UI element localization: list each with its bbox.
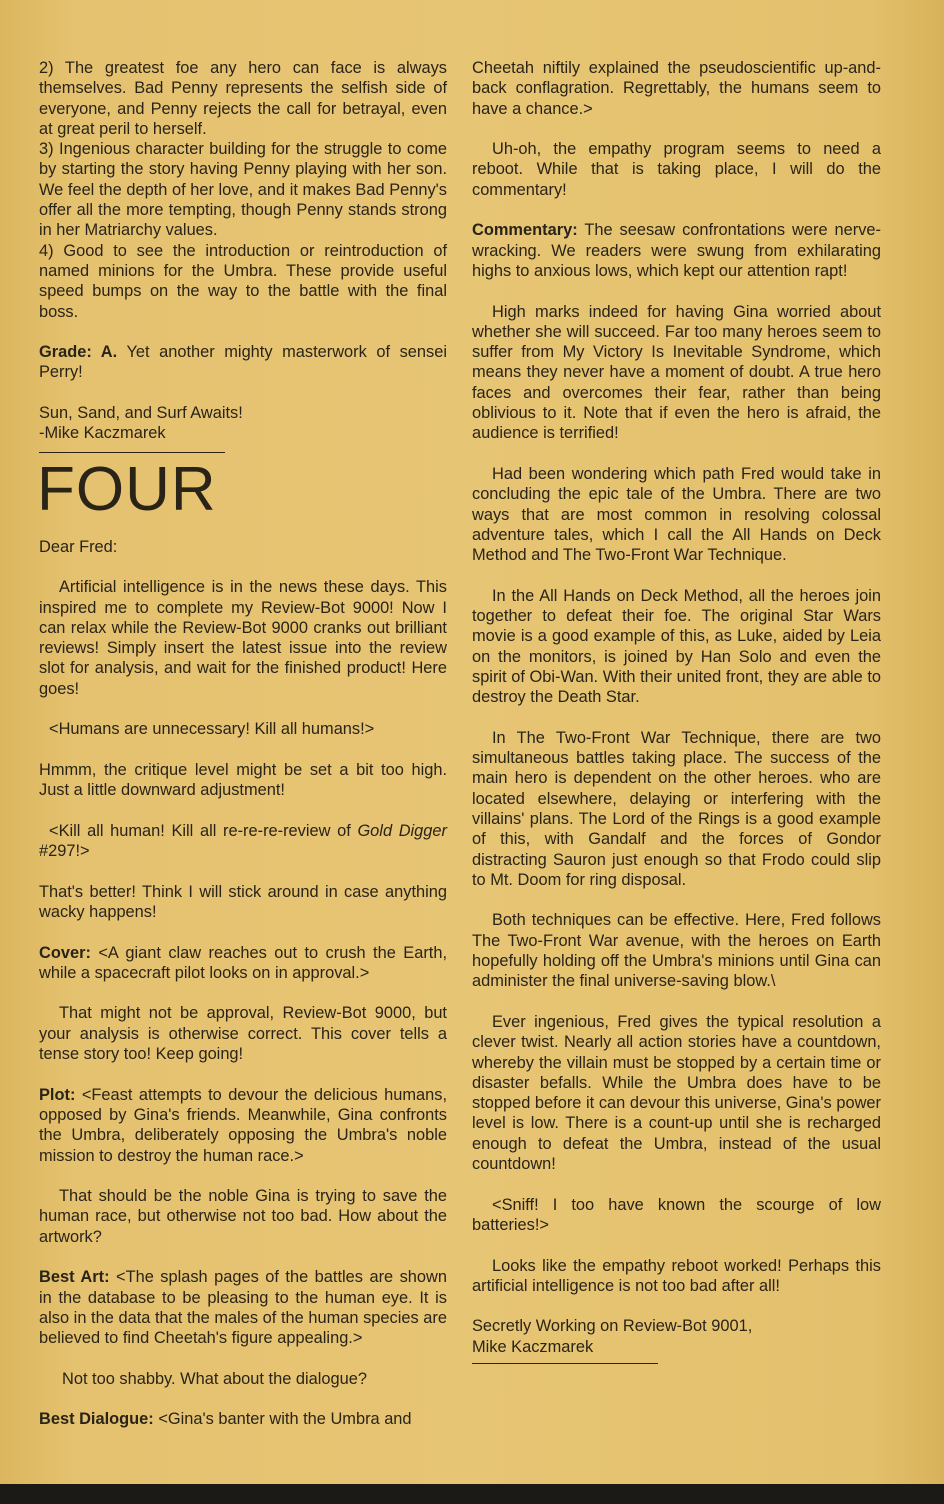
art-paragraph xyxy=(39,1267,447,1348)
high-marks-paragraph: High marks indeed for having Gina worried about whether she will succeed. Far too many heroes seem to suffer from My Victory Is Inevitable Syndrome, which means they never have a moment of doubt. A true hero faces and overcomes their fear, rather than being oblivious to it. Note that if even the hero is afraid, the audience is terrified! xyxy=(472,302,881,443)
all-hands-paragraph: In the All Hands on Deck Method, all the heroes join together to defeat their foe. The original Star Wars movie is a good example of this, as Luke, aided by Leia on the monitors, is joined by Han Solo and even the spirit of Obi-Wan. With their united front, they are able to destroy the Death Star. xyxy=(472,586,881,707)
plot-text: <Feast attempts to devour the delicious humans, opposed by Gina's friends. Meanwhile, Gina confronts the Umbra, deliberately opposing the Umbra's noble mission to destroy the human race.> xyxy=(39,1085,447,1165)
path-paragraph: Had been wondering which path Fred would take in concluding the epic tale of the Umbra. There are two ways that are most common in resolving colossal adventure tales, which I call the All Hands on Deck Method and The Two-Front War Technique. xyxy=(472,464,881,565)
reboot-paragraph: Looks like the empathy reboot worked! Perhaps this artificial intelligence is not too bad after all! xyxy=(472,1256,881,1295)
better-paragraph: That's better! Think I will stick around in case anything wacky happens! xyxy=(39,882,447,921)
plot-label: Plot: xyxy=(39,1085,76,1104)
comic-title: Gold Digger xyxy=(357,821,447,840)
cover-label: Cover: xyxy=(39,943,91,962)
bot-output-2 xyxy=(39,821,447,862)
plot-response: That should be the noble Gina is trying to save the human race, but otherwise not too bad. How about the artwork? xyxy=(39,1187,447,1246)
left-column xyxy=(39,58,447,1450)
grade-label: Grade: A. xyxy=(39,343,118,362)
paragraph-point-3: 3) Ingenious character building for the struggle to come by starting the story having Penny playing with her son. We feel the depth of her love, and it makes Bad Penny's offer all the more tempting, though Penny stands strong in her Matriarchy values. xyxy=(39,140,447,240)
art-label: Best Art: xyxy=(39,1268,110,1287)
commentary-text: The seesaw confrontations were nerve-wracking. We readers were swung from exhilarating highs to anxious lows, which kept our attention rapt! xyxy=(472,221,881,280)
closing-line-1: Secretly Working on Review-Bot 9001, xyxy=(472,1317,753,1336)
closing-line-2: Mike Kaczmarek xyxy=(472,1337,594,1356)
two-front-paragraph: In The Two-Front War Technique, there are two simultaneous battles taking place. The success of the main hero is dependent on the other heroes. who are located elsewhere, delaying or interfering with the villains' plans. The Lord of the Rings is a good example of this, with Gandalf and the forces of Gondor distracting Sauron just enough so that Frodo could slip to Mt. Doom for ring disposal. xyxy=(472,728,881,889)
art-text: <The splash pages of the battles are shown in the database to be pleasing to the human eye. It is also in the data that the males of the human species are believed to find Cheetah's figure appealing.> xyxy=(39,1268,447,1348)
cover-text: <A giant claw reaches out to crush the Earth, while a spacecraft pilot looks on in approval.> xyxy=(39,943,447,982)
art-response: Not too shabby. What about the dialogue? xyxy=(62,1369,367,1388)
section-title: FOUR xyxy=(37,454,217,524)
twist-paragraph: Ever ingenious, Fred gives the typical resolution a clever twist. Nearly all action stories have a countdown, whereby the villain must be stopped by a certain time or disaster befalls. While the Umbra does have to be stopped before it can devour this universe, Gina's power level is low. There is a count-up until she is recharged enough to defeat the Umbra, instead of the usual countdown! xyxy=(472,1012,881,1174)
grade-paragraph xyxy=(39,342,447,383)
dialogue-text: <Gina's banter with the Umbra and xyxy=(153,1410,412,1429)
greeting: Dear Fred: xyxy=(39,537,118,556)
bot-output-1: <Humans are unnecessary! Kill all humans!> xyxy=(49,720,375,739)
intro-paragraph: Artificial intelligence is in the news these days. This inspired me to complete my Review-Bot 9000! Now I can relax while the Review-Bot 9000 cranks out brilliant reviews! Simply insert the latest issue into the review slot for analysis, and wait for the finished product! Here goes! xyxy=(39,578,447,698)
commentary-paragraph xyxy=(472,220,881,281)
dialogue-continuation: Cheetah niftily explained the pseudoscientific up-and-back conflagration. Regrettably, the humans seem to have a chance.> xyxy=(472,59,881,118)
paragraph-point-4: 4) Good to see the introduction or reintroduction of named minions for the Umbra. These provide useful speed bumps on the way to the battle with the final boss. xyxy=(39,241,447,321)
page-bottom-edge xyxy=(0,1484,944,1504)
cover-paragraph xyxy=(39,943,447,984)
signoff-line-1: Sun, Sand, and Surf Awaits! xyxy=(39,404,243,423)
grade-text: Yet another mighty masterwork of sensei Perry! xyxy=(39,343,447,382)
section-divider xyxy=(39,452,225,453)
dialogue-paragraph xyxy=(39,1409,447,1429)
commentary-label: Commentary: xyxy=(472,221,578,240)
plot-paragraph xyxy=(39,1085,447,1166)
bot-output-2-a: <Kill all human! Kill all re-re-re-review of xyxy=(49,821,358,840)
dialogue-label: Best Dialogue: xyxy=(39,1410,154,1429)
cover-response: That might not be approval, Review-Bot 9000, but your analysis is otherwise correct. This cover tells a tense story too! Keep going! xyxy=(39,1004,447,1064)
paragraph-point-2: 2) The greatest foe any hero can face is always themselves. Bad Penny represents the selfish side of everyone, and Penny rejects the call for betrayal, even at great peril to herself. xyxy=(39,59,447,138)
adjustment-paragraph: Hmmm, the critique level might be set a bit too high. Just a little downward adjustment! xyxy=(39,760,447,800)
bot-output-2-b: #297!> xyxy=(39,842,90,861)
empathy-paragraph: Uh-oh, the empathy program seems to need a reboot. While that is taking place, I will do the commentary! xyxy=(472,140,881,199)
techniques-paragraph: Both techniques can be effective. Here, Fred follows The Two-Front War avenue, with the heroes on Earth hopefully holding off the Umbra's minions until Gina can administer the final universe-saving blow.\ xyxy=(472,911,881,991)
sniff-paragraph: <Sniff! I too have known the scourge of low batteries!> xyxy=(472,1195,881,1234)
right-column xyxy=(472,58,881,1364)
closing-divider xyxy=(472,1363,658,1364)
signoff-line-2: -Mike Kaczmarek xyxy=(39,424,166,443)
